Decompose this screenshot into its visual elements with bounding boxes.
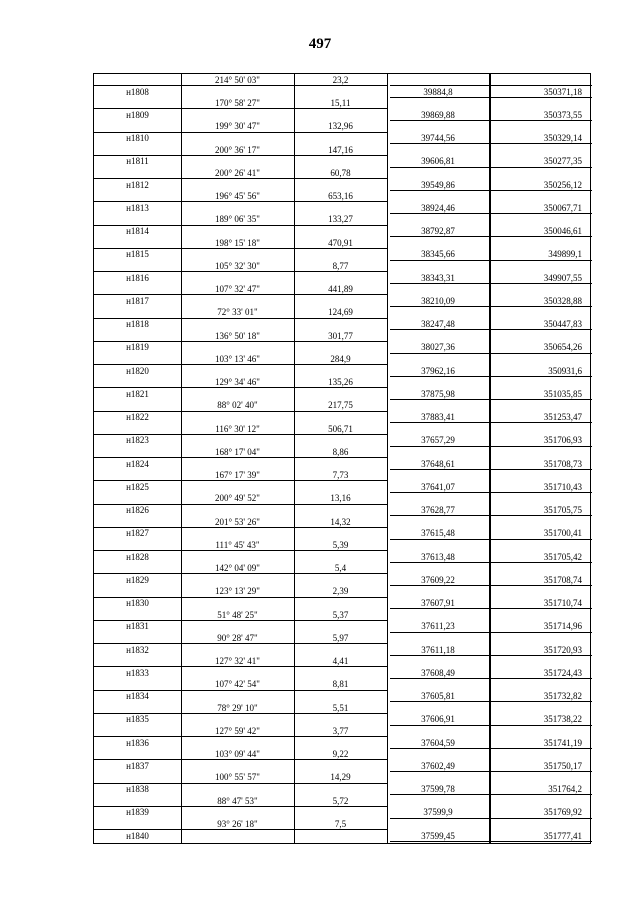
point-y: 351035,85 (543, 388, 582, 399)
row-divider (390, 353, 592, 354)
point-name: н1812 (126, 179, 149, 190)
row-divider (390, 376, 592, 377)
point-x: 38027,36 (421, 342, 455, 353)
point-name: н1835 (126, 714, 149, 725)
point-y: 351705,42 (543, 551, 582, 562)
segment-angle: 198° 15' 18" (215, 237, 260, 248)
point-name: н1839 (126, 807, 149, 818)
row-divider (390, 329, 592, 330)
row-divider (390, 608, 592, 609)
segment-length: 14,32 (330, 516, 351, 527)
segment-length: 5,39 (332, 539, 349, 550)
segment-length: 13,16 (330, 493, 351, 504)
point-name: н1808 (126, 86, 149, 97)
point-x: 38343,31 (421, 272, 455, 283)
segment-length: 8,86 (332, 446, 349, 457)
row-divider (390, 701, 592, 702)
segment-angle: 72° 33' 01" (217, 307, 258, 318)
row-divider (94, 457, 387, 458)
point-name: н1831 (126, 621, 149, 632)
point-name: н1821 (126, 388, 149, 399)
segment-angle: 200° 26' 41" (215, 167, 260, 178)
segment-angle: 78° 29' 10" (217, 702, 258, 713)
segment-length: 506,71 (328, 423, 353, 434)
point-y: 351720,93 (543, 644, 582, 655)
first-segment-length: 23,2 (332, 75, 349, 85)
point-name: н1824 (126, 458, 149, 469)
segment-length: 5,97 (332, 632, 349, 643)
row-divider (94, 387, 387, 388)
point-x: 37628,77 (421, 505, 455, 515)
point-y: 351710,74 (543, 598, 582, 608)
segment-angle: 88° 47' 53" (217, 795, 258, 806)
point-y: 351764,2 (548, 784, 582, 794)
segment-angle: 123° 13' 29" (215, 586, 260, 597)
segment-length: 441,89 (328, 284, 353, 295)
point-name: н1817 (126, 295, 149, 306)
point-x: 38345,66 (421, 249, 455, 260)
row-divider (390, 794, 592, 795)
row-divider (390, 469, 592, 470)
point-name: н1830 (126, 598, 149, 608)
segment-length: 7,73 (332, 470, 349, 481)
row-divider (390, 97, 592, 98)
point-y: 349907,55 (543, 272, 582, 283)
row-divider (94, 573, 387, 574)
point-y: 351724,43 (543, 667, 582, 678)
segment-angle: 107° 32' 47" (215, 284, 260, 295)
row-divider (94, 178, 387, 179)
segment-angle: 127° 32' 41" (215, 656, 260, 667)
row-divider (390, 120, 592, 121)
point-x: 37648,61 (421, 458, 455, 469)
row-divider (94, 271, 387, 272)
segment-angle: 129° 34' 46" (215, 377, 260, 388)
point-x: 37875,98 (421, 388, 455, 399)
point-name: н1820 (126, 365, 149, 376)
row-divider (94, 480, 387, 481)
point-y: 350373,55 (543, 109, 582, 120)
point-x: 39884,8 (423, 86, 453, 97)
row-divider (94, 434, 387, 435)
segment-length: 4,41 (332, 656, 349, 667)
segment-length: 8,81 (332, 679, 349, 690)
segment-length: 5,37 (332, 609, 349, 620)
row-divider (94, 201, 387, 202)
point-y: 351738,22 (543, 714, 582, 725)
point-y: 350371,18 (543, 86, 582, 97)
segment-length: 5,72 (332, 795, 349, 806)
segment-length: 15,11 (330, 98, 351, 109)
segment-angle: 196° 45' 56" (215, 191, 260, 202)
row-divider (94, 155, 387, 156)
point-y: 350256,12 (543, 179, 582, 190)
segment-length: 14,29 (330, 772, 351, 783)
row-divider (94, 550, 387, 551)
point-x: 37604,59 (421, 737, 455, 748)
point-name: н1816 (126, 272, 149, 283)
row-divider (390, 492, 592, 493)
point-x: 38924,46 (421, 202, 455, 213)
point-y: 350931,6 (548, 365, 582, 376)
first-segment-angle: 214° 50' 03" (215, 75, 260, 85)
row-divider (390, 725, 592, 726)
point-name: н1815 (126, 249, 149, 260)
point-y: 350328,88 (543, 295, 582, 306)
point-name: н1834 (126, 691, 149, 701)
point-x: 38210,09 (421, 295, 455, 306)
point-name: н1819 (126, 342, 149, 353)
segment-angle: 167° 17' 39" (215, 470, 260, 481)
row-divider (94, 225, 387, 226)
row-divider (94, 108, 387, 109)
point-x: 37883,41 (421, 412, 455, 422)
row-divider (390, 585, 592, 586)
point-y: 351741,19 (543, 737, 582, 748)
segment-angle: 200° 49' 52" (215, 493, 260, 504)
point-y: 351769,92 (543, 807, 582, 818)
point-y: 351777,41 (543, 830, 582, 841)
segment-angle: 107° 42' 54" (215, 679, 260, 690)
row-divider (390, 539, 592, 540)
segment-length: 124,69 (328, 307, 353, 318)
point-y: 350277,35 (543, 156, 582, 167)
point-name: н1814 (126, 226, 149, 236)
segment-length: 60,78 (330, 167, 351, 178)
point-x: 38792,87 (421, 226, 455, 236)
point-y: 351750,17 (543, 760, 582, 771)
row-divider (390, 748, 592, 749)
point-name: н1822 (126, 412, 149, 422)
point-y: 351714,96 (543, 621, 582, 632)
point-x: 37605,81 (421, 691, 455, 701)
point-name: н1840 (126, 830, 149, 841)
row-divider (390, 771, 592, 772)
point-y: 351700,41 (543, 528, 582, 539)
segment-angle: 200° 36' 17" (215, 144, 260, 155)
point-y: 350654,26 (543, 342, 582, 353)
segment-length: 7,5 (334, 818, 347, 829)
row-divider (94, 829, 387, 830)
point-x: 37607,91 (421, 598, 455, 608)
row-divider (390, 236, 592, 237)
row-divider (94, 132, 387, 133)
row-divider (94, 248, 387, 249)
point-name: н1837 (126, 760, 149, 771)
point-x: 37606,91 (421, 714, 455, 725)
point-y: 351708,73 (543, 458, 582, 469)
row-divider (390, 143, 592, 144)
segment-angle: 136° 50' 18" (215, 330, 260, 341)
segment-angle: 142° 04' 09" (215, 563, 260, 574)
row-divider (94, 690, 387, 691)
row-divider (94, 620, 387, 621)
row-divider (94, 713, 387, 714)
point-x: 39744,56 (421, 133, 455, 143)
segment-angle: 88° 02' 40" (217, 400, 258, 411)
row-divider (94, 759, 387, 760)
row-divider (94, 783, 387, 784)
row-divider (94, 666, 387, 667)
point-name: н1832 (126, 644, 149, 655)
segment-angle: 90° 28' 47" (217, 632, 258, 643)
point-y: 349899,1 (548, 249, 582, 260)
point-name: н1836 (126, 737, 149, 748)
segment-angle: 103° 09' 44" (215, 749, 260, 760)
segment-angle: 111° 45' 43" (215, 539, 260, 550)
row-divider (390, 399, 592, 400)
segment-angle: 51° 48' 25" (217, 609, 258, 620)
segment-length: 217,75 (328, 400, 353, 411)
point-x: 38247,48 (421, 319, 455, 329)
segment-length: 3,77 (332, 725, 349, 736)
segment-angle: 93° 26' 18" (217, 818, 258, 829)
row-divider (94, 411, 387, 412)
point-x: 37602,49 (421, 760, 455, 771)
segment-length: 284,9 (330, 353, 351, 364)
segment-angle: 201° 53' 26" (215, 516, 260, 527)
point-name: н1810 (126, 133, 149, 143)
row-divider (390, 260, 592, 261)
segment-length: 301,77 (328, 330, 353, 341)
row-divider (390, 446, 592, 447)
row-divider (390, 422, 592, 423)
point-name: н1827 (126, 528, 149, 539)
point-name: н1833 (126, 667, 149, 678)
point-y: 351253,47 (543, 412, 582, 422)
point-name: н1825 (126, 481, 149, 492)
row-divider (390, 213, 592, 214)
segment-angle: 199° 30' 47" (215, 121, 260, 132)
segment-angle: 103° 13' 46" (215, 353, 260, 364)
row-divider (390, 306, 592, 307)
point-name: н1809 (126, 109, 149, 120)
row-divider (94, 364, 387, 365)
segment-length: 147,16 (328, 144, 353, 155)
point-name: н1838 (126, 784, 149, 794)
point-y: 351708,74 (543, 574, 582, 585)
row-divider (94, 294, 387, 295)
segment-angle: 127° 59' 42" (215, 725, 260, 736)
segment-length: 653,16 (328, 191, 353, 202)
row-divider (390, 655, 592, 656)
point-x: 37613,48 (421, 551, 455, 562)
point-y: 350067,71 (543, 202, 582, 213)
point-name: н1828 (126, 551, 149, 562)
segment-angle: 170° 58' 27" (215, 98, 260, 109)
segment-length: 2,39 (332, 586, 349, 597)
point-x: 37599,9 (423, 807, 453, 818)
segment-angle: 189° 06' 35" (215, 214, 260, 225)
segment-length: 133,27 (328, 214, 353, 225)
point-y: 350447,83 (543, 319, 582, 329)
segment-length: 5,51 (332, 702, 349, 713)
point-x: 39606,81 (421, 156, 455, 167)
point-name: н1811 (126, 156, 149, 167)
point-y: 351710,43 (543, 481, 582, 492)
row-divider (390, 515, 592, 516)
point-y: 351732,82 (543, 691, 582, 701)
row-divider (390, 562, 592, 563)
page-number: 497 (308, 36, 332, 52)
segment-length: 135,26 (328, 377, 353, 388)
point-x: 37641,07 (421, 481, 455, 492)
row-divider (94, 643, 387, 644)
point-y: 351705,75 (543, 505, 582, 515)
row-divider (94, 341, 387, 342)
point-name: н1829 (126, 574, 149, 585)
point-name: н1818 (126, 319, 149, 329)
row-divider (94, 597, 387, 598)
row-divider (94, 806, 387, 807)
row-divider (94, 504, 387, 505)
point-y: 350046,61 (543, 226, 582, 236)
point-y: 350329,14 (543, 133, 582, 143)
point-x: 37611,18 (421, 644, 455, 655)
row-divider (390, 841, 592, 842)
point-name: н1813 (126, 202, 149, 213)
point-name: н1823 (126, 435, 149, 446)
point-x: 37608,49 (421, 667, 455, 678)
row-divider (94, 85, 387, 86)
point-x: 37615,48 (421, 528, 455, 539)
segment-angle: 100° 55' 57" (215, 772, 260, 783)
segment-length: 470,91 (328, 237, 353, 248)
row-divider (390, 283, 592, 284)
point-x: 39869,88 (421, 109, 455, 120)
row-divider (94, 318, 387, 319)
point-x: 37609,22 (421, 574, 455, 585)
row-divider (390, 632, 592, 633)
row-divider (390, 167, 592, 168)
segment-angle: 116° 30' 12" (215, 423, 260, 434)
point-name: н1826 (126, 505, 149, 515)
coordinates-table (93, 73, 591, 844)
point-x: 37962,16 (421, 365, 455, 376)
point-x: 37599,45 (421, 830, 455, 841)
point-y: 351706,93 (543, 435, 582, 446)
row-divider (390, 818, 592, 819)
row-divider (390, 190, 592, 191)
segment-angle: 105° 32' 30" (215, 260, 260, 271)
row-divider (94, 527, 387, 528)
point-x: 37657,29 (421, 435, 455, 446)
segment-length: 5,4 (334, 563, 347, 574)
point-x: 37599,78 (421, 784, 455, 794)
segment-length: 9,22 (332, 749, 349, 760)
segment-length: 8,77 (332, 260, 349, 271)
row-divider (390, 678, 592, 679)
segment-angle: 168° 17' 04" (215, 446, 260, 457)
point-x: 39549,86 (421, 179, 455, 190)
segment-length: 132,96 (328, 121, 353, 132)
point-x: 37611,23 (421, 621, 455, 632)
row-divider (94, 736, 387, 737)
